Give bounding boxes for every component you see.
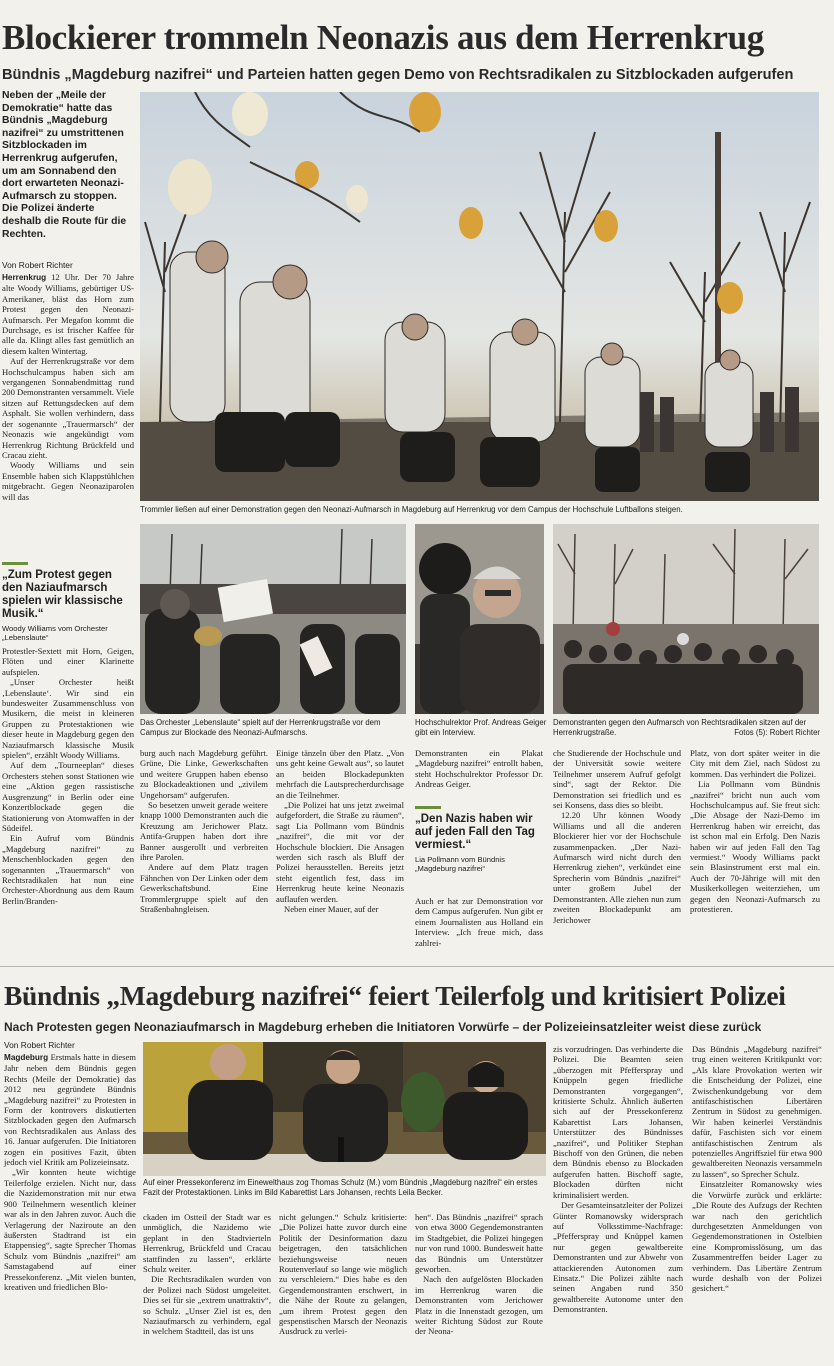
- article2-col2-p2: Die Rechtsradikalen wurden von der Polizei nach Südost umgeleitet. Dies sei für sie „extrem unattraktiv“, so Schulz. „Unser Ziel ist es, den Naziaufmarsch zu verhindern, egal in welchem Stadtteil, das ist uns: [143, 1274, 271, 1337]
- photo-sit-in: [553, 524, 819, 714]
- article-divider: [0, 966, 834, 967]
- article2-col5: [553, 1044, 683, 1315]
- article1-col5: [553, 748, 681, 925]
- article2-col6-p2: Einsatzleiter Romanowsky wies die Vorwürfe zurück und erklärte: „Die Route des Aufzugs der Rechten war nach den gerichtlich durchgesetzten Anmeldungen von Gegendemonstrationen in Ostelbien eine Kompromisslösung, um das Zusammentreffen beider Lager zu verhindern. Das Libertäre Zentrum wurde deshalb von der Polizei gesichert.“: [692, 1179, 822, 1294]
- article1-col1-top: [2, 272, 134, 502]
- caption-main-photo: Trommler ließen auf einer Demonstration gegen den Neonazi-Aufmarsch in Magdeburg auf Herrenkrug vor dem Campus der Hochschule Luftballons steigen.: [140, 505, 683, 514]
- article1-quote2-source: Lia Pollmann vom Bündnis „Magdeburg nazifrei“: [415, 855, 505, 874]
- caption-press-conference: Auf einer Pressekonferenz im Einewelthaus zog Thomas Schulz (M.) vom Bündnis „Magdeburg nazifrei“ ein erstes Fazit der Protestaktionen. Links im Bild Kabarettist Lars Johansen, rechts Leila Becker.: [143, 1178, 538, 1197]
- article2-dateline: Magdeburg: [4, 1053, 49, 1062]
- main-photo-drummers: [140, 92, 819, 501]
- article1-quote1-source: Woody Williams vom Orchester „Lebenslaute“: [2, 624, 108, 643]
- article2-col5-p1: zis vorzudringen. Das verhinderte die Polizei. Die Beamten seien „überzogen mit Pfefferspray und Knüppeln gegen friedliche Demonstranten vorgegangen“, kritisierte Schulz. Ähnlich äußerten sich auf der Pressekonferenz Kabarettist Lars Johansen, Unterstützer des Bündnisses „nazifrei“, und Politiker Stephan Bischoff von den Grünen, die neben dem Bündnis ebenso zu Blockaden aufgerufen hatten. Bischoff sagte, Blockaden dürften nicht kriminalisiert werden.: [553, 1044, 683, 1200]
- article1-col3-p1: Einige tänzeln über den Platz. „Von uns geht keine Gewalt aus“, so lautet an beiden Blockadepunkten mehrfach die Lautsprecherdurchsage an die Teilnehmer.: [276, 748, 404, 800]
- article2-col1: [4, 1052, 136, 1292]
- article2-col2-p1: ckaden im Ostteil der Stadt war es unmöglich, die Nazidemo wie geplant in den Stadtvierteln Herrenkrug, Brückfeld und Cracau stattfinden zu lassen“, erklärte Schulz weiter.: [143, 1212, 271, 1275]
- article1-col6: [690, 748, 820, 915]
- article2-subheadline: Nach Protesten gegen Neonaziaufmarsch in Magdeburg erheben die Initiatoren Vorwürfe – der Polizeieinsatzleiter weist diese zurück: [4, 1020, 762, 1034]
- article1-col4-bottom: [415, 896, 543, 948]
- article2-col1-p2: „Wir konnten heute wichtige Teilerfolge erzielen. Nicht nur, dass die Nazidemonstration mit nur etwa 900 Teilnehmern wesentlich kleiner war als in den Jahren zuvor. Auch die Verlagerung der Naziroute an den äußersten Stadtrand ist ein Etappensieg“, sagte Sprecher Thomas Schulz vom Bündnis „nazifrei“ am Samstagabend auf einer Pressekonferenz. „Mit vielen bunten, kreativen und friedlichen Blo-: [4, 1167, 136, 1292]
- article1-quote2-box: [415, 806, 543, 874]
- article1-dateline: Herrenkrug: [2, 273, 47, 282]
- article1-col5-p2: 12.20 Uhr können Woody Williams und all die anderen Blockierer hier vor der Hochschule zusammenpacken. „Der Nazi-Aufmarsch wird nicht durch den Herrenkrug ziehen“, verkündet eine Sprecherin vom Bündnis „nazifrei“ unter großem Jubel der Demonstranten. Alle ziehen nun zum zweiten Blockadepunkt am Jerichower: [553, 810, 681, 925]
- sitin-photo-illustration: [553, 524, 819, 714]
- article2-col3: [279, 1212, 407, 1337]
- article1-quote1: „Zum Protest gegen den Naziaufmarsch spielen wir klassische Musik.“: [2, 569, 123, 620]
- article1-col4-p2: Auch er hat zur Demonstration vor dem Campus aufgerufen. Nun gibt er einem Journalisten aus Holland ein Interview. „Ich freue mich, dass zahlrei-: [415, 896, 543, 948]
- article1-col1-p3: Woody Williams und sein Ensemble haben sich Klappstühlchen mitgebracht. Gegen Neonaziparolen will das: [2, 460, 134, 502]
- orchestra-photo-illustration: [140, 524, 406, 714]
- article1-col1-p7: Ein Aufruf vom Bündnis „Magdeburg nazifrei“ zu Menschenblockaden gegen den sogenannten „Trauermarsch“ von Rechtsradikalen hat nun eine Orchester-Abordnung aus dem Raum Berlin/Branden-: [2, 833, 134, 906]
- article1-col4: [415, 748, 543, 790]
- article1-col1-bottom: [2, 646, 134, 906]
- article2-col4: [415, 1212, 543, 1337]
- press-photo-illustration: [143, 1042, 546, 1176]
- article1-col1-p6: Auf dem „Tourneeplan“ dieses Orchesters stehen sonst Stationen wie eine „Aktion gegen rassistische Ausgrenzung“ in Berlin oder eine Konzertblockade gegen die Stationierung von Atomwaffen in der Südeifel.: [2, 760, 134, 833]
- article1-quote1-box: [2, 562, 134, 643]
- article1-col1-p5: „Unser Orchester heißt ‚Lebenslaute‘. Wir sind ein bundesweiter Zusammenschluss von Musikern, die meist in kleineren Gruppen zu Protestaktionen wie dieser heute in Magdeburg gegen den Naziaufmarsch klassische Musik spielen“, erzählt Woody Williams.: [2, 677, 134, 761]
- article2-headline: Bündnis „Magdeburg nazifrei“ feiert Teilerfolg und kritisiert Polizei: [4, 980, 786, 1011]
- article1-headline: Blockierer trommeln Neonazis aus dem Herrenkrug: [2, 18, 764, 57]
- article1-quote2: „Den Nazis haben wir auf jeden Fall den Tag vermiest.“: [415, 813, 535, 851]
- article1-col2-p3: Andere auf dem Platz tragen Fähnchen von Der Linken oder dem Gewerkschaftsbund. Eine Trommlergruppe spielt auf den Straßenbahngleisen.: [140, 862, 268, 915]
- article1-col1-p2: Auf der Herrenkrugstraße vor dem Hochschulcampus haben sich am vergangenen Sonnabendmittag rund 200 Demonstranten versammelt. Viele sitzen auf Rettungsdecken auf dem Asphalt. Sie wollen verhindern, dass der sogenannte „Trauermarsch“ der Neonazis wie angekündigt vom Herrenkrug Richtung Brückfeld und Cracau zieht.: [2, 356, 135, 460]
- article1-col3: [276, 748, 404, 915]
- article2-byline: Von Robert Richter: [4, 1040, 75, 1050]
- article2-col2: [143, 1212, 271, 1337]
- article1-col2-p2: So besetzen unweit gerade weitere knapp 1000 Demonstranten auch die Kreuzung am Jerichower Platz. Antifa-Gruppen haben dort ihre Banner ausgerollt und verbreiten ihre Parolen.: [140, 800, 268, 863]
- photo-orchestra: [140, 524, 406, 714]
- article1-col5-p1: che Studierende der Hochschule und der Universität sowie weitere Teilnehmer unserem Aufruf gefolgt sind“, sagt der Rektor. Die Demonstration sei friedlich und es sei Konsens, dass dies so bleibt.: [553, 748, 681, 811]
- photo-rector: [415, 524, 544, 714]
- article1-col2: [140, 748, 268, 915]
- article1-lead: Neben der „Meile der Demokratie“ hatte das Bündnis „Magdeburg nazifrei“ zu umstrittenen Sitzblockaden im Herrenkrug aufgerufen, um am Sonnabend den dort erwarteten Neonazi-Aufmarsch zu stoppen. Die Polizei änderte deshalb die Route für die Rechten.: [2, 90, 127, 240]
- article1-col1-p1: 12 Uhr. Der 70 Jahre alte Woody Williams, gebürtiger US-Amerikaner, bläst das Horn zum Protest gegen den Neonazi-Aufmarsch. Per Megafon kommt die Durchsage, es ist frischer Kaffee für alle da. Klingt alles fast gemütlich an diesem kalten Wintertag.: [2, 272, 134, 356]
- article2-col4-p2: Nach den aufgelösten Blockaden im Herrenkrug waren die Demonstranten vom Jerichower Platz in die Innenstadt gezogen, um weiter Richtung Südost zur Route der Neona-: [415, 1274, 543, 1337]
- article2-col6: [692, 1044, 822, 1294]
- article2-col3-p1: nicht gelungen.“ Schulz kritisierte: „Die Polizei hatte zuvor durch eine Politik der Desinformation dazu beigetragen, den tatsächlichen beziehungsweise neuen Routenverlauf so lange wie möglich zu verschleiern.“ Dies habe es den Gegendemonstranten erschwert, in die Nähe der Route zu gelangen, „um ihrem Protest gegen den gespenstischen Marsch der Neonazis Ausdruck zu verlei-: [279, 1212, 407, 1337]
- quote-accent-bar: [415, 806, 441, 809]
- article2-col5-p2: Der Gesamteinsatzleiter der Polizei Günter Romanowsky widersprach auf Volksstimme-Nachfrage: „Pfefferspray und Knüppel kamen nur gegen gewaltbereite Demonstranten und zur Abwehr von attackierenden Autonomen zum Einsatz.“ Die Polizei zählte nach seinen Angaben rund 350 gewaltbereite Autonome unter den Demonstranten.: [553, 1200, 683, 1315]
- article1-col6-p2: Lia Pollmann vom Bündnis „nazifrei“ bricht nun auch vom Hochschulcampus auf. Sie freut sich: „Die Absage der Nazi-Demo im Herrenkrug haben wir erreicht, das ist schon mal ein Erfolg. Den Nazis haben wir auf jeden Fall den Tag vermiest.“ Woody Williams packt sein Blasinstrument erst mal ein. Auch der 70-Jährige will mit den Musikerkollegen weiterziehen, um gegen den Neonazi-Aufmarsch zu protestieren.: [690, 779, 820, 915]
- caption-sit-in: Demonstranten gegen den Aufmarsch von Rechtsradikalen sitzen auf der Herrenkrugstraße.: [553, 718, 807, 737]
- article1-col3-p2: „Die Polizei hat uns jetzt zweimal aufgefordert, die Straße zu räumen“, sagt Lia Pollmann vom Bündnis „nazifrei“, die mit vor der Hochschule blockiert. Die Ansagen werden sich rasch als Bluff der Polizei herausstellen. Bereits jetzt steht eigentlich fest, dass im Herrenkrug heute keine Neonazis auflaufen werden.: [276, 800, 404, 904]
- article1-subheadline: Bündnis „Magdeburg nazifrei“ und Parteien hatten gegen Demo von Rechtsradikalen zu Sitzblockaden aufgerufen: [2, 67, 794, 83]
- rector-photo-illustration: [415, 524, 544, 714]
- photo-credit: Fotos (5): Robert Richter: [734, 728, 820, 737]
- photo-press-conference: [143, 1042, 546, 1176]
- article1-col3-p3: Neben einer Mauer, auf der: [284, 904, 379, 915]
- article2-col1-p1: Erstmals hatte in diesem Jahr neben dem Bündnis gegen Rechts (Meile der Demokratie) das 2012 neu gegründete Bündnis „Magdeburg nazifrei“ zu Protesten in Form der kontrovers diskutierten Sitzblockaden gegen den Aufmarsch von Rechtsradikalen aus Anlass des 16. Januar aufgerufen. Die Initiatoren zogen ein positives Fazit, übten jedoch viel Kritik am Polizeieinsatz.: [4, 1052, 136, 1168]
- article1-col4-p1: Demonstranten ein Plakat „Magdeburg nazifrei“ entrollt haben, steht Hochschulrektor Professor Dr. Andreas Geiger.: [415, 748, 543, 790]
- caption-orchestra: Das Orchester „Lebenslaute“ spielt auf der Herrenkrugstraße vor dem Campus zur Blockade des Neonazi-Aufmarschs.: [140, 718, 381, 737]
- article1-byline: Von Robert Richter: [2, 260, 73, 270]
- caption-rector: Hochschulrektor Prof. Andreas Geiger gibt ein Interview.: [415, 718, 547, 737]
- article2-col4-p1: hen“. Das Bündnis „nazifrei“ sprach von etwa 3000 Gegendemonstranten im Stadtgebiet, die Polizei hingegen nur von rund 1000. Bundesweit hatte das Bündnis um Unterstützer geworben.: [415, 1212, 543, 1275]
- drummers-photo-illustration: [140, 92, 819, 501]
- article2-col6-p1: Das Bündnis „Magdeburg nazifrei“ trug einen weiteren Kritikpunkt vor: „Als klare Provokation werten wir die Entscheidung der Polizei, eine Zwischenkundgebung vor dem antifaschistischen Libertären Zentrum in Südost zu genehmigen. Wir haben keinerlei Verständnis dafür, Faschisten sich vor einem antifaschistischen Zentrum als potenzielles Angriffsziel für etwa 900 gewaltbereiten Neonazis versammeln zu lassen“, so Sprecher Schulz.: [692, 1044, 822, 1179]
- article1-col1-p4: Protestler-Sextett mit Horn, Geigen, Flöten und einer Klarinette aufspielen.: [2, 646, 134, 677]
- article1-col6-p1: Platz, von dort später weiter in die City mit dem Ziel, nach Südost zu kommen. Das verhindert die Polizei.: [690, 748, 820, 779]
- quote-accent-bar: [2, 562, 28, 565]
- article1-col2-p1: burg auch nach Magdeburg geführt. Grüne, Die Linke, Gewerkschaften und weitere Gruppen haben ebenso zu Blockadeaktionen und „zivilem Ungehorsam“ aufgerufen.: [140, 748, 268, 800]
